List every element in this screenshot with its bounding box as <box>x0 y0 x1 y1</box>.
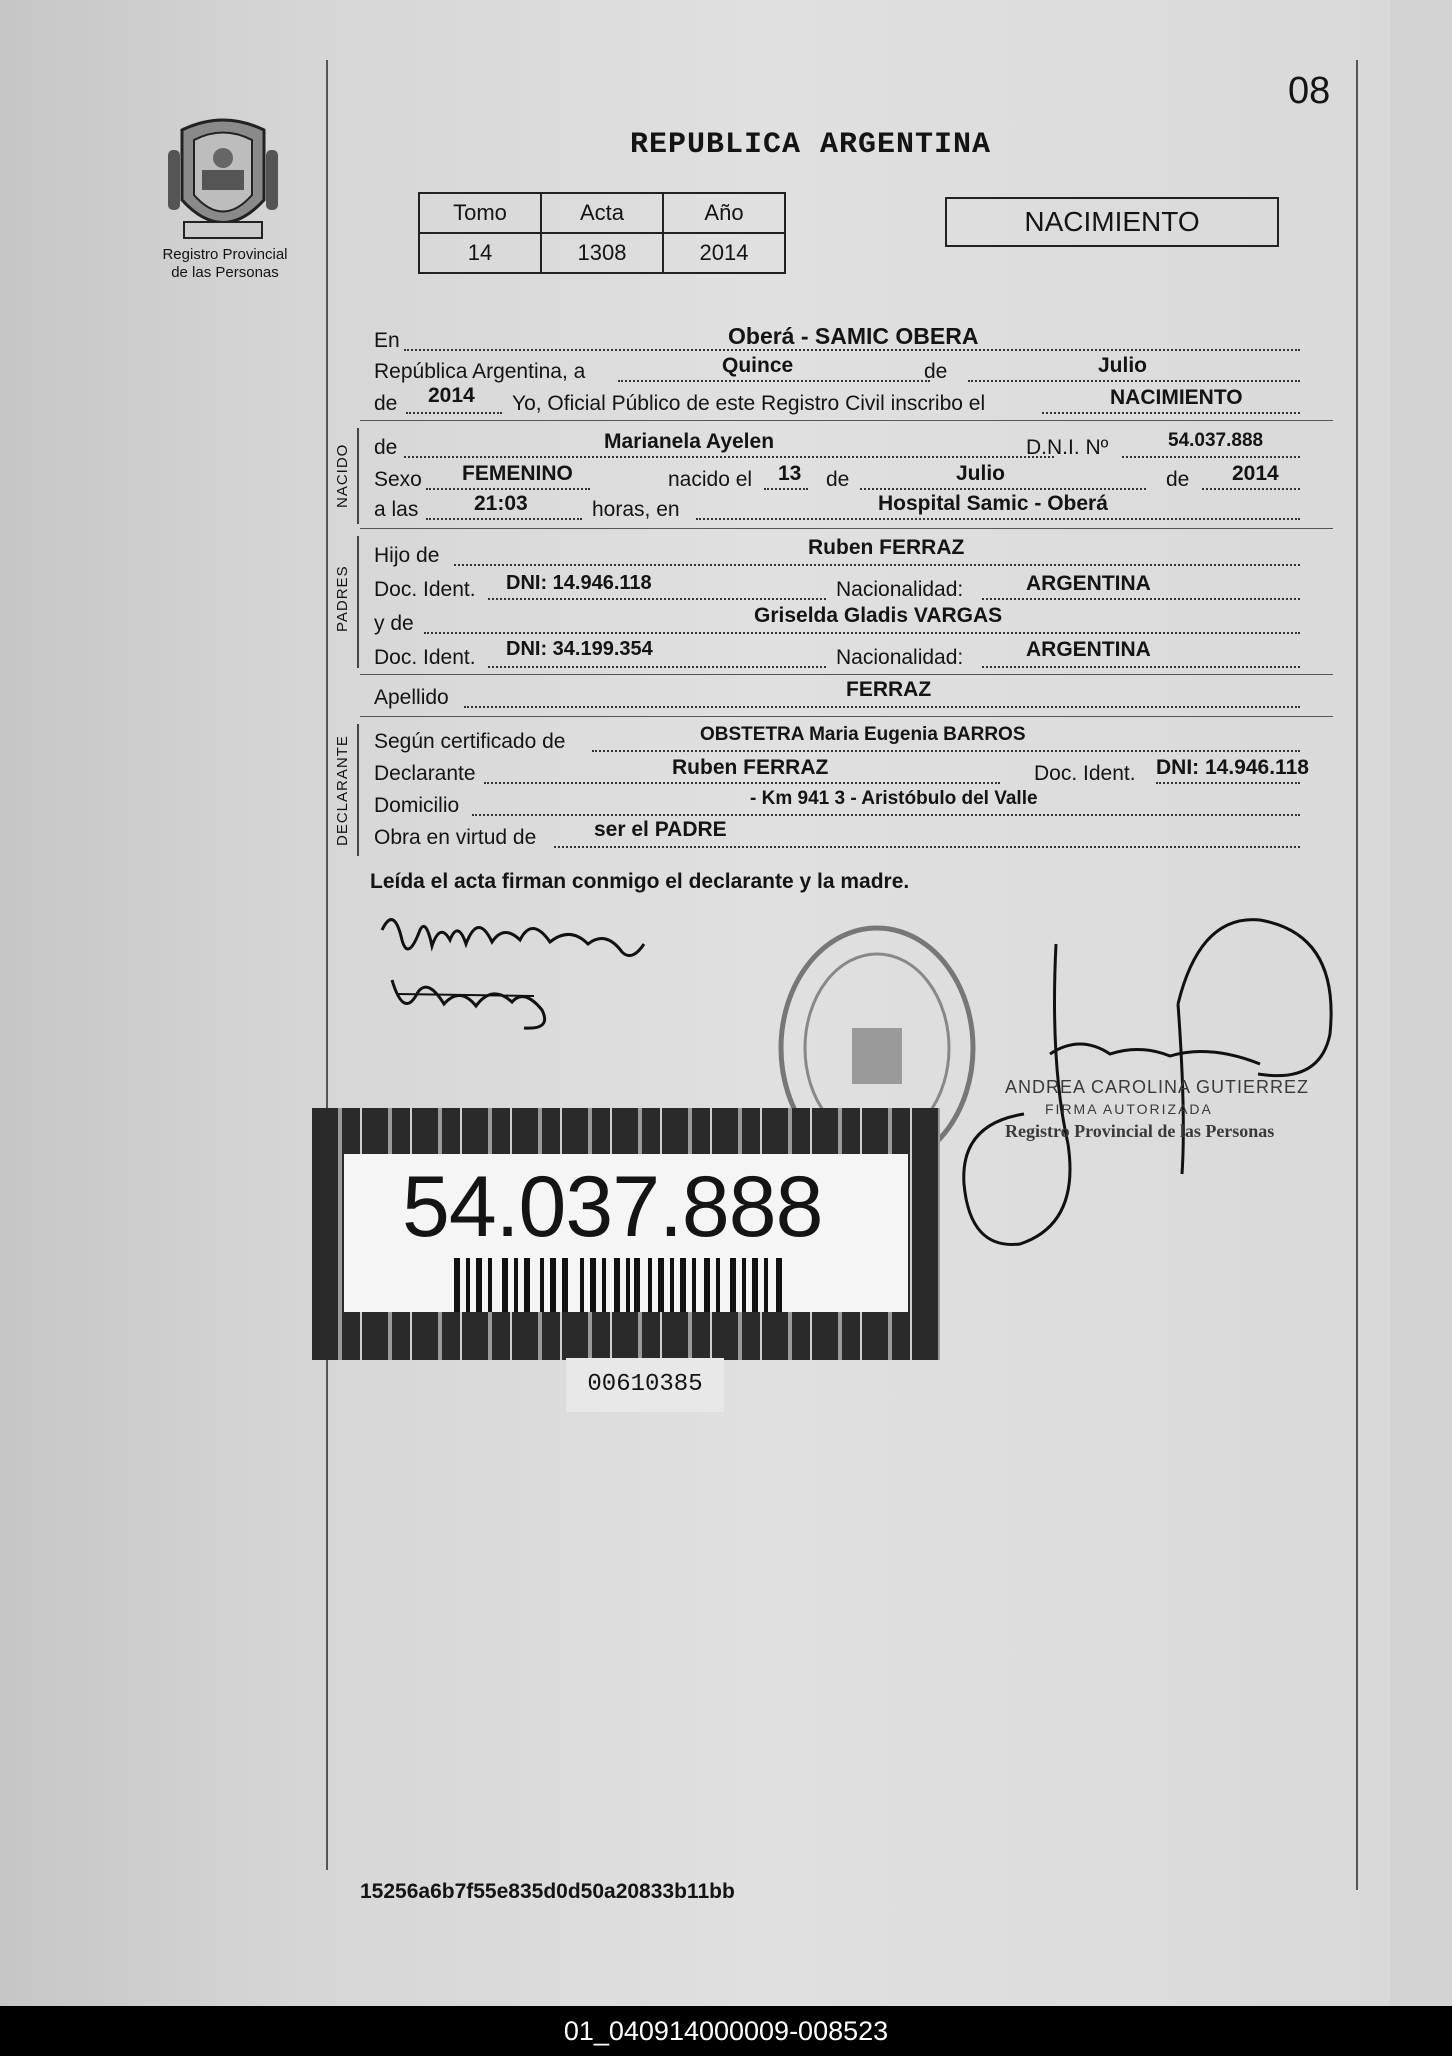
label-doc-declarante: Doc. Ident. <box>1034 762 1136 785</box>
document-hash: 15256a6b7f55e835d0d50a20833b11bb <box>360 1880 735 1903</box>
label-doc-madre: Doc. Ident. <box>374 646 476 669</box>
label-y-de: y de <box>374 612 414 635</box>
value-declarante: Ruben FERRAZ <box>672 756 829 779</box>
label-horas-en: horas, en <box>592 498 680 521</box>
label-de-mes: de <box>826 468 850 491</box>
reference-table <box>418 192 786 274</box>
row-declarante <box>370 758 1330 788</box>
declarante-bar <box>357 724 359 856</box>
row-domicilio <box>370 790 1330 820</box>
label-nac-padre: Nacionalidad: <box>836 578 964 601</box>
label-de: de <box>924 360 948 383</box>
value-certificado: OBSTETRA Maria Eugenia BARROS <box>700 724 1026 745</box>
ref-header-anio: Año <box>663 193 785 233</box>
rule-2 <box>360 528 1333 529</box>
label-doc-padre: Doc. Ident. <box>374 578 476 601</box>
officer-stamp <box>1005 1076 1309 1142</box>
value-en: Oberá - SAMIC OBERA <box>728 323 979 349</box>
value-domicilio: - Km 941 3 - Aristóbulo del Valle <box>750 788 1038 809</box>
value-doc-declarante: DNI: 14.946.118 <box>1156 756 1309 779</box>
declarant-signature <box>374 900 664 1060</box>
ref-value-tomo: 14 <box>419 233 541 273</box>
right-margin-rule <box>1356 60 1358 1890</box>
ref-header-acta: Acta <box>541 193 663 233</box>
label-a-las: a las <box>374 498 419 521</box>
label-republica: República Argentina, a <box>374 360 586 383</box>
value-mes-nac: Julio <box>956 462 1006 485</box>
control-number-label: 00610385 <box>566 1358 724 1412</box>
label-nacido-el: nacido el <box>668 468 753 491</box>
nacido-bar <box>357 428 359 524</box>
document-type-box: NACIMIENTO <box>945 197 1279 247</box>
section-declarante: DECLARANTE <box>334 735 351 846</box>
value-padre: Ruben FERRAZ <box>808 536 965 559</box>
left-margin-rule <box>326 60 328 1870</box>
row-nacido-hora <box>370 494 1330 524</box>
barcode-number: 54.037.888 <box>402 1159 823 1255</box>
label-de-anio-nac: de <box>1166 468 1190 491</box>
value-anio: 2014 <box>428 384 475 407</box>
value-lugar: Hospital Samic - Oberá <box>878 492 1108 515</box>
label-de-nombre: de <box>374 436 398 459</box>
scan-footer-id: 01_040914000009-008523 <box>0 2006 1452 2056</box>
value-madre-nac: ARGENTINA <box>1026 638 1151 661</box>
document-title: REPUBLICA ARGENTINA <box>630 128 992 162</box>
value-padre-doc: DNI: 14.946.118 <box>506 572 652 594</box>
value-anio-nac: 2014 <box>1232 462 1279 485</box>
label-certificado: Según certificado de <box>374 730 566 753</box>
value-nombre: Marianela Ayelen <box>604 430 775 453</box>
value-dia-nac: 13 <box>778 462 802 485</box>
rule-4 <box>360 716 1333 717</box>
barcode-sticker-panel <box>344 1154 908 1312</box>
registry-name <box>140 246 310 282</box>
label-obra: Obra en virtud de <box>374 826 537 849</box>
row-anio <box>370 384 1330 418</box>
row-madre-doc <box>370 638 1330 672</box>
row-en <box>370 325 1330 355</box>
label-sexo: Sexo <box>374 468 422 491</box>
label-de-anio: de <box>374 392 398 415</box>
label-domicilio: Domicilio <box>374 794 460 817</box>
ref-header-tomo: Tomo <box>419 193 541 233</box>
row-nacido-sexo <box>370 464 1330 494</box>
label-dni: D.N.I. Nº <box>1026 436 1109 459</box>
misiones-seal-logo <box>162 110 284 250</box>
section-nacido: NACIDO <box>334 443 351 508</box>
row-hijo-de <box>370 536 1330 570</box>
page-number: 08 <box>1288 70 1331 112</box>
registry-name-line-1: Registro Provincial <box>162 246 288 263</box>
rule-1 <box>360 420 1333 421</box>
label-apellido: Apellido <box>374 686 449 709</box>
barcode-sticker <box>312 1108 940 1360</box>
value-madre-doc: DNI: 34.199.354 <box>506 638 653 660</box>
ref-value-anio: 2014 <box>663 233 785 273</box>
value-apellido: FERRAZ <box>846 678 932 701</box>
rule-3 <box>360 674 1333 675</box>
row-apellido <box>370 678 1330 712</box>
value-padre-nac: ARGENTINA <box>1026 572 1151 595</box>
value-hora: 21:03 <box>474 492 528 515</box>
officer-name: ANDREA CAROLINA GUTIERREZ <box>1005 1077 1310 1097</box>
section-padres: PADRES <box>334 565 351 632</box>
value-obra: ser el PADRE <box>594 818 727 841</box>
label-declarante: Declarante <box>374 762 476 785</box>
value-dia: Quince <box>722 354 794 377</box>
row-republica <box>370 356 1330 386</box>
label-hijo-de: Hijo de <box>374 544 440 567</box>
label-inscribo: Yo, Oficial Público de este Registro Civil inscribo el <box>512 392 986 415</box>
officer-role: FIRMA AUTORIZADA <box>1045 1101 1213 1117</box>
value-sexo: FEMENINO <box>462 462 573 485</box>
row-y-de <box>370 604 1330 638</box>
barcode-bars <box>454 1258 834 1312</box>
value-madre: Griselda Gladis VARGAS <box>754 604 1003 627</box>
ref-value-acta: 1308 <box>541 233 663 273</box>
value-tipo: NACIMIENTO <box>1110 386 1243 409</box>
closing-statement: Leída el acta firman conmigo el declarante y la madre. <box>370 870 910 893</box>
officer-office: Registro Provincial de las Personas <box>1005 1121 1275 1141</box>
padres-bar <box>357 536 359 668</box>
value-dni: 54.037.888 <box>1168 430 1264 451</box>
value-mes: Julio <box>1098 354 1148 377</box>
row-obra <box>370 818 1330 852</box>
row-padre-doc <box>370 574 1330 604</box>
label-nac-madre: Nacionalidad: <box>836 646 964 669</box>
row-nacido-nombre <box>370 432 1330 462</box>
label-en: En <box>374 329 400 352</box>
registry-name-line-2: de las Personas <box>171 264 279 281</box>
row-certificado <box>370 726 1330 756</box>
